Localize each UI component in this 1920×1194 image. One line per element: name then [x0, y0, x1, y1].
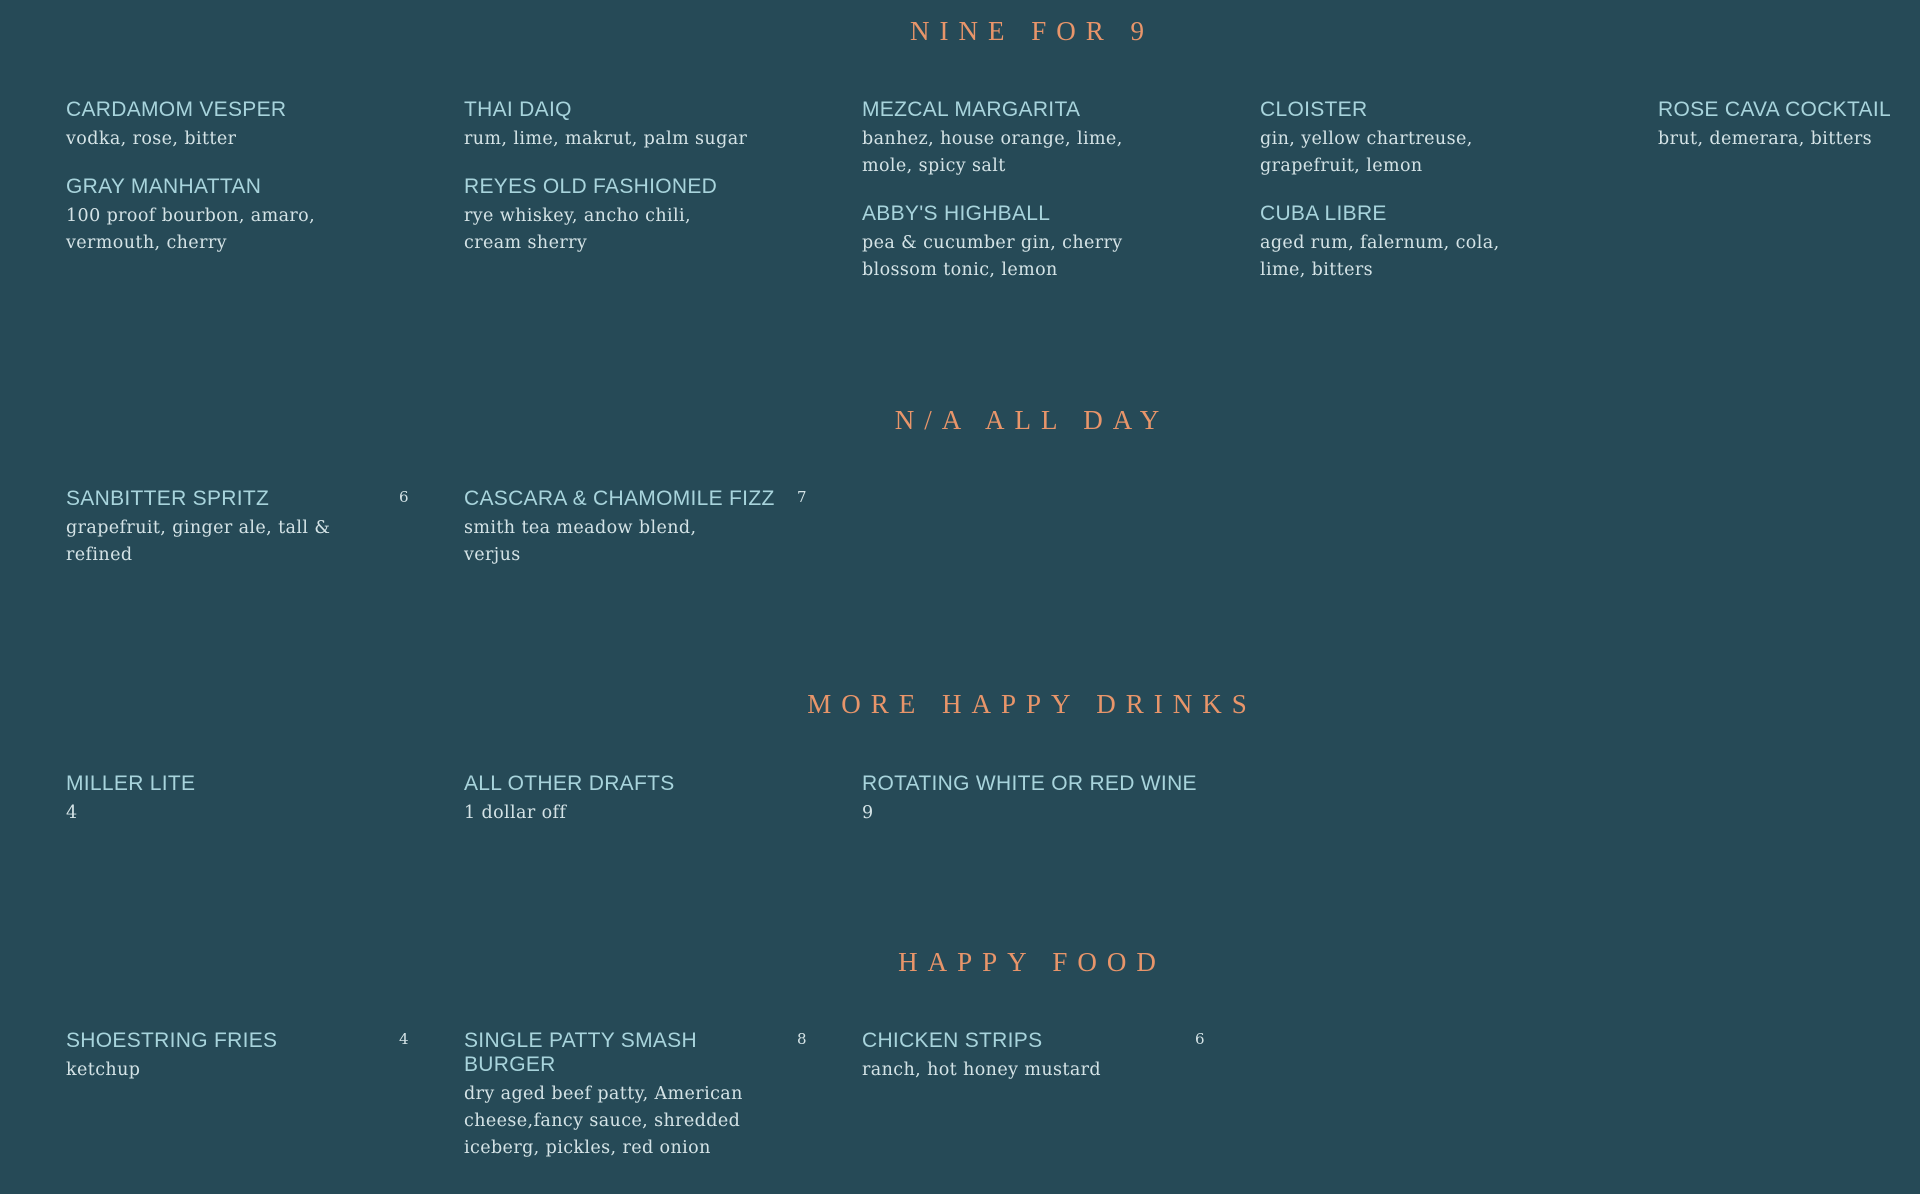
item-description: pea & cucumber gin, cherry blossom tonic, lemon [862, 233, 1123, 280]
menu-item-thai-daiq [464, 98, 774, 153]
menu-item-cascara-chamomile-fizz [464, 487, 794, 569]
item-name: CLOISTER [1260, 98, 1368, 121]
item-name: ALL OTHER DRAFTS [464, 772, 675, 795]
item-price: 7 [797, 488, 807, 506]
item-price: 4 [399, 1030, 409, 1048]
item-description: rum, lime, makrut, palm sugar [464, 129, 748, 149]
item-description: aged rum, falernum, cola, lime, bitters [1260, 233, 1500, 280]
item-description: 1 dollar off [464, 803, 567, 823]
item-description: vodka, rose, bitter [66, 129, 237, 149]
item-description: 4 [66, 803, 78, 823]
item-name: ROSE CAVA COCKTAIL [1658, 98, 1891, 121]
menu-item-smash-burger [464, 1029, 764, 1162]
item-name: REYES OLD FASHIONED [464, 175, 718, 198]
section-title-na-all-day: N/A ALL DAY [894, 405, 1170, 435]
menu-item-cardamom-vesper [66, 98, 366, 153]
item-price: 6 [1195, 1030, 1205, 1048]
item-name: SHOESTRING FRIES [66, 1029, 278, 1052]
menu-item-gray-manhattan [66, 175, 356, 257]
item-description: smith tea meadow blend, verjus [464, 518, 697, 565]
item-name: CASCARA & CHAMOMILE FIZZ [464, 487, 775, 510]
menu-item-abbys-highball [862, 202, 1152, 284]
item-description: 100 proof bourbon, amaro, vermouth, cherry [66, 206, 316, 253]
menu-item-sanbitter-spritz [66, 487, 356, 569]
menu-item-cuba-libre [1260, 202, 1540, 284]
menu-item-rose-cava-cocktail [1658, 98, 1918, 153]
item-name: MEZCAL MARGARITA [862, 98, 1081, 121]
menu-item-mezcal-margarita [862, 98, 1152, 180]
section-title-happy-food: HAPPY FOOD [898, 947, 1166, 977]
item-name: CARDAMOM VESPER [66, 98, 287, 121]
item-name: MILLER LITE [66, 772, 196, 795]
menu-item-reyes-old-fashioned [464, 175, 744, 257]
item-name: CHICKEN STRIPS [862, 1029, 1043, 1052]
menu-item-all-other-drafts [464, 772, 764, 827]
item-description: banhez, house orange, lime, mole, spicy salt [862, 129, 1123, 176]
item-name: GRAY MANHATTAN [66, 175, 262, 198]
item-name: CUBA LIBRE [1260, 202, 1387, 225]
item-price: 8 [797, 1030, 807, 1048]
item-name: ABBY'S HIGHBALL [862, 202, 1051, 225]
menu-item-miller-lite [66, 772, 366, 827]
item-description: rye whiskey, ancho chili, cream sherry [464, 206, 691, 253]
menu-item-chicken-strips [862, 1029, 1162, 1084]
item-description: ketchup [66, 1060, 141, 1080]
item-description: grapefruit, ginger ale, tall & refined [66, 518, 331, 565]
item-description: ranch, hot honey mustard [862, 1060, 1102, 1080]
item-price: 6 [399, 488, 409, 506]
item-name: THAI DAIQ [464, 98, 572, 121]
item-name: ROTATING WHITE OR RED WINE [862, 772, 1197, 795]
item-name: SINGLE PATTY SMASH BURGER [464, 1029, 697, 1076]
item-description: gin, yellow chartreuse, grapefruit, lemon [1260, 129, 1473, 176]
section-title-more-happy-drinks: MORE HAPPY DRINKS [807, 689, 1257, 719]
item-description: 9 [862, 803, 874, 823]
section-title-nine-for-9: NINE FOR 9 [909, 16, 1154, 46]
item-name: SANBITTER SPRITZ [66, 487, 270, 510]
item-description: brut, demerara, bitters [1658, 129, 1872, 149]
menu-item-shoestring-fries [66, 1029, 366, 1084]
menu-item-rotating-wine [862, 772, 1242, 827]
item-description: dry aged beef patty, American cheese,fancy sauce, shredded iceberg, pickles, red onion [464, 1084, 743, 1158]
menu-item-cloister [1260, 98, 1540, 180]
